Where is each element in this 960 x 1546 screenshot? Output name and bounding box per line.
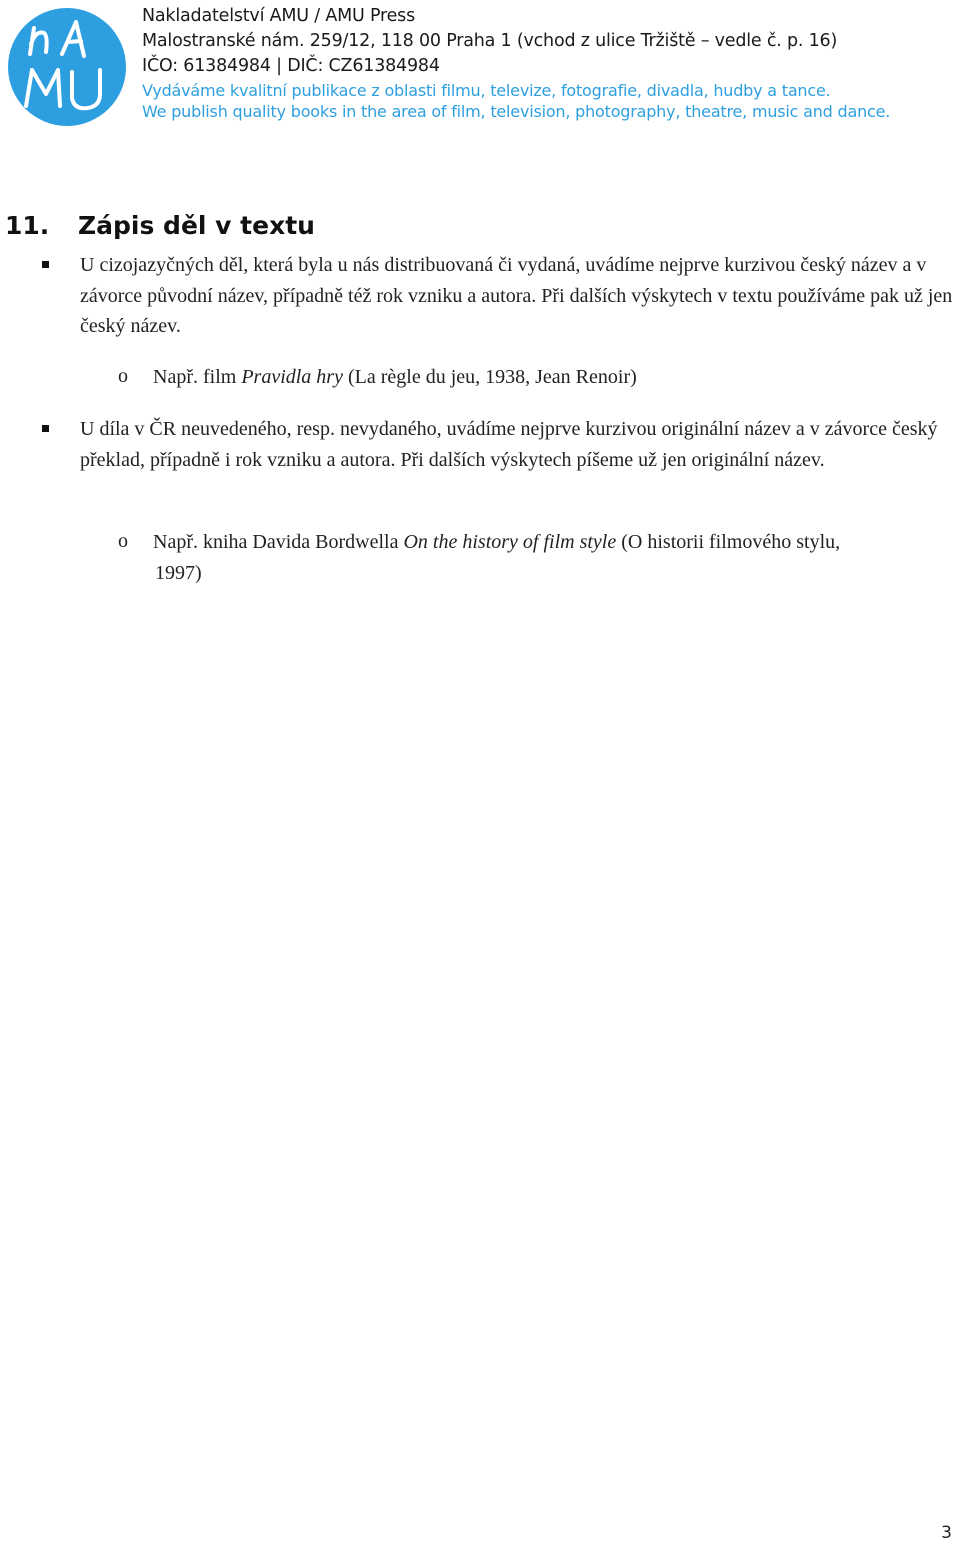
example-2-prefix: Např. kniha Davida Bordwella bbox=[153, 531, 404, 553]
page-header bbox=[0, 0, 960, 130]
publisher-address: Malostranské nám. 259/12, 118 00 Praha 1 (vchod z ulice Tržiště – vedle č. p. 16) bbox=[142, 31, 838, 51]
publisher-ids: IČO: 61384984 | DIČ: CZ61384984 bbox=[142, 56, 440, 76]
example-2 bbox=[153, 527, 958, 588]
section-title: Zápis děl v textu bbox=[78, 211, 315, 240]
bullet-paragraph-1: U cizojazyčných děl, která byla u nás distribuovaná či vydaná, uvádíme nejprve kurzivou český název a v závorce původní název, případně též rok vzniku a autora. Při dalších výskytech v textu používáme pak už jen český název. bbox=[80, 254, 953, 337]
sub-bullet-marker: o bbox=[118, 530, 128, 552]
tagline-cz: Vydáváme kvalitní publikace z oblasti filmu, televize, fotografie, divadla, hudby a tance. bbox=[142, 81, 831, 100]
publisher-name: Nakladatelství AMU / AMU Press bbox=[142, 6, 416, 26]
example-1 bbox=[153, 362, 958, 393]
example-2-suffix: (O historii filmového stylu, bbox=[616, 531, 841, 553]
sub-bullet-marker: o bbox=[118, 365, 128, 387]
example-2-title: On the history of film style bbox=[403, 531, 617, 553]
example-2-continuation: 1997) bbox=[155, 561, 202, 584]
section-heading bbox=[5, 211, 315, 240]
section-number: 11. bbox=[5, 211, 50, 240]
bullet-paragraph-2: U díla v ČR neuvedeného, resp. nevydaného, uvádíme nejprve kurzivou originální název a v závorce český překlad, případně i rok vzniku a autora. Při dalších výskytech píšeme už jen originální název. bbox=[80, 418, 938, 471]
example-1-suffix: (La règle du jeu, 1938, Jean Renoir) bbox=[342, 366, 637, 388]
page-number: 3 bbox=[941, 1523, 952, 1543]
example-1-title: Pravidla hry bbox=[241, 366, 343, 388]
example-1-prefix: Např. film bbox=[153, 366, 242, 388]
bullet-marker bbox=[42, 425, 49, 432]
tagline-en: We publish quality books in the area of film, television, photography, theatre, music and dance. bbox=[142, 102, 891, 121]
namu-logo bbox=[6, 6, 128, 128]
bullet-marker bbox=[42, 261, 49, 268]
